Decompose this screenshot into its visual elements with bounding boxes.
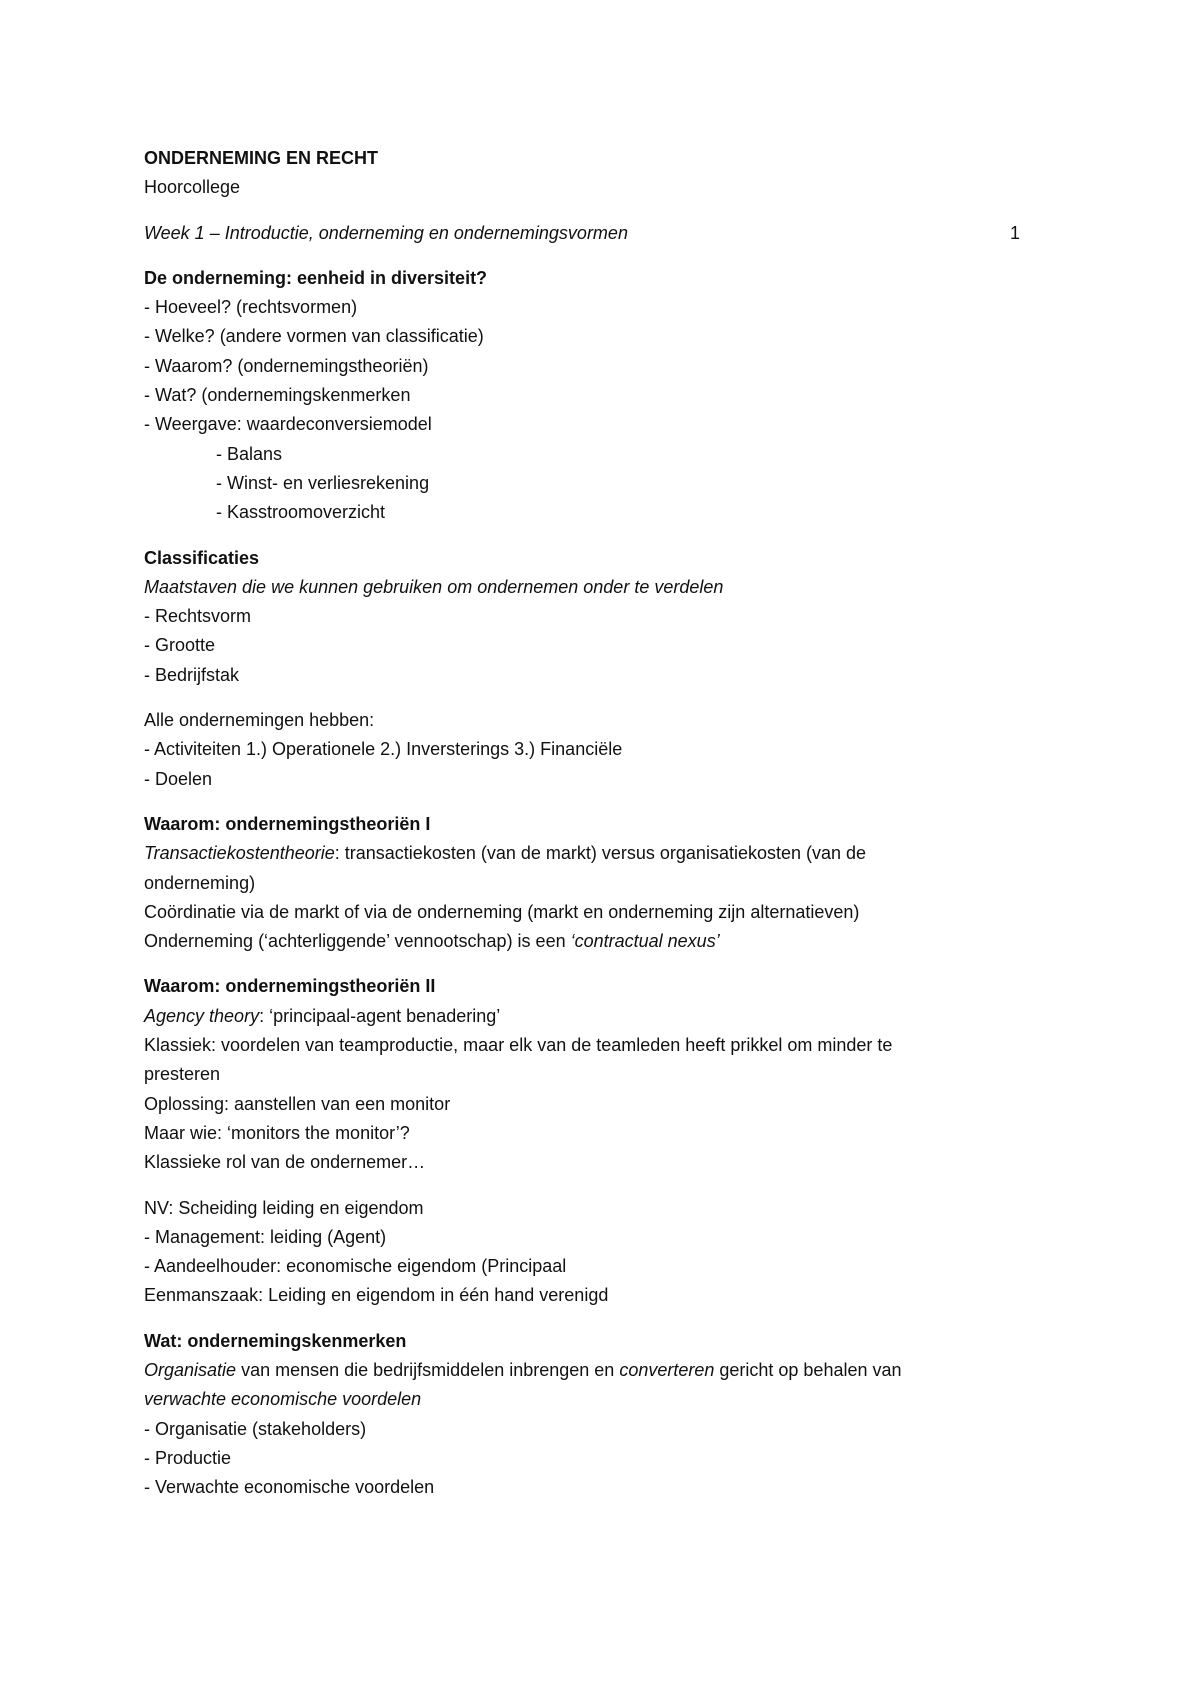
paragraph-line: presteren bbox=[144, 1064, 221, 1085]
paragraph-line bbox=[144, 839, 1020, 868]
paragraph-line: Coördinatie via de markt of via de onderneming (markt en onderneming zijn alternatieven) bbox=[144, 901, 860, 922]
emphasis-term: Transactiekostentheorie bbox=[144, 843, 335, 864]
section-heading: Classificaties bbox=[144, 547, 260, 568]
section-heading: De onderneming: eenheid in diversiteit? bbox=[144, 267, 488, 288]
list-item: - Weergave: waardeconversiemodel bbox=[144, 414, 432, 435]
paragraph-text: Onderneming (‘achterliggende’ vennootschap) is een bbox=[144, 931, 571, 952]
paragraph-line: Oplossing: aanstellen van een monitor bbox=[144, 1093, 451, 1114]
emphasis-term: Organisatie bbox=[144, 1359, 237, 1380]
page-number: 1 bbox=[1009, 222, 1020, 243]
section-heading: Waarom: ondernemingstheoriën II bbox=[144, 976, 436, 997]
list-item: - Verwachte economische voordelen bbox=[144, 1477, 435, 1498]
paragraph-line bbox=[144, 1002, 1020, 1031]
paragraph-line: NV: Scheiding leiding en eigendom bbox=[144, 1197, 424, 1218]
paragraph-text: van mensen die bedrijfsmiddelen inbrengen en bbox=[236, 1359, 620, 1380]
paragraph-line bbox=[144, 927, 1020, 956]
paragraph-line bbox=[144, 1356, 1020, 1385]
section-intro: Alle ondernemingen hebben: bbox=[144, 710, 375, 731]
document-subtitle: Hoorcollege bbox=[144, 177, 241, 198]
paragraph-line: Klassieke rol van de ondernemer… bbox=[144, 1152, 426, 1173]
list-item: - Rechtsvorm bbox=[144, 606, 252, 627]
list-item: - Welke? (andere vormen van classificatie) bbox=[144, 326, 484, 347]
paragraph-text: : ‘principaal-agent benadering’ bbox=[259, 1005, 501, 1026]
list-item: - Wat? (ondernemingskenmerken bbox=[144, 385, 411, 406]
list-item: - Waarom? (ondernemingstheoriën) bbox=[144, 355, 429, 376]
section-heading: Wat: ondernemingskenmerken bbox=[144, 1330, 407, 1351]
document-page bbox=[144, 144, 1020, 1502]
list-item: - Doelen bbox=[144, 768, 213, 789]
list-item: - Aandeelhouder: economische eigendom (Principaal bbox=[144, 1256, 567, 1277]
paragraph-text: : transactiekosten (van de markt) versus organisatiekosten (van de bbox=[334, 843, 867, 864]
emphasis-term: verwachte economische voordelen bbox=[144, 1389, 422, 1410]
sub-list-item: - Winst- en verliesrekening bbox=[216, 472, 430, 493]
list-item: - Productie bbox=[144, 1447, 232, 1468]
paragraph-line: Maar wie: ‘monitors the monitor’? bbox=[144, 1122, 410, 1143]
section-intro: Maatstaven die we kunnen gebruiken om ondernemen onder te verdelen bbox=[144, 576, 724, 597]
document-title: ONDERNEMING EN RECHT bbox=[144, 148, 379, 168]
week-header bbox=[144, 219, 1020, 248]
week-title: Week 1 – Introductie, onderneming en ondernemingsvormen bbox=[144, 222, 628, 243]
paragraph-line: Eenmanszaak: Leiding en eigendom in één hand verenigd bbox=[144, 1285, 609, 1306]
emphasis-term: Agency theory bbox=[144, 1005, 260, 1026]
list-item: - Organisatie (stakeholders) bbox=[144, 1418, 367, 1439]
section-heading: Waarom: ondernemingstheoriën I bbox=[144, 813, 431, 834]
emphasis-term: converteren bbox=[619, 1359, 715, 1380]
paragraph-line: onderneming) bbox=[144, 872, 256, 893]
list-item: - Management: leiding (Agent) bbox=[144, 1226, 387, 1247]
list-item: - Activiteiten 1.) Operationele 2.) Inversterings 3.) Financiële bbox=[144, 739, 623, 760]
paragraph-line: Klassiek: voordelen van teamproductie, maar elk van de teamleden heeft prikkel om minder te bbox=[144, 1035, 893, 1056]
list-item: - Grootte bbox=[144, 635, 216, 656]
sub-list-item: - Kasstroomoverzicht bbox=[216, 502, 386, 523]
emphasis-term: ‘contractual nexus’ bbox=[570, 931, 720, 952]
paragraph-text: gericht op behalen van bbox=[714, 1359, 902, 1380]
list-item: - Bedrijfstak bbox=[144, 664, 240, 685]
list-item: - Hoeveel? (rechtsvormen) bbox=[144, 297, 358, 318]
sub-list-item: - Balans bbox=[216, 443, 283, 464]
